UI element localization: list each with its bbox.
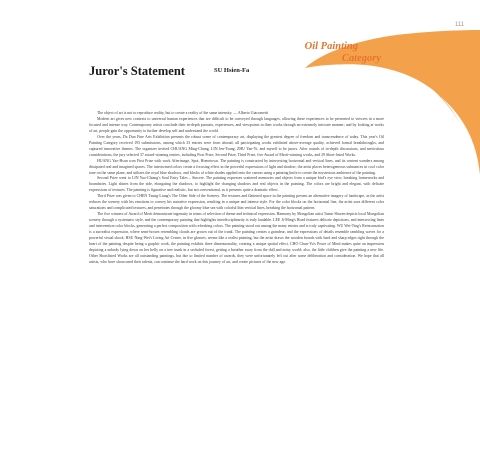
paragraph: The five winners of Award of Merit demonstrate ingenuity in terms of selection of theme and technical expression. Harmony by Mongolian artist Tumir Shuren depicts local Mongolian scenery through a systematic style, and the contemporary painting that highlights interdisciplinarity is truly laudable. LEE Ji-Ming's Road features delicate depictions, and intersecting lines and intervention color blocks, generating a perfect composition with refreshing colors. The painting stood out among the many entries and is truly captivating. WU Wei-Ting's Reincarnation is a surrealist expression, where semi-brown resembling clouds are grown out of the trunk. The painting creates a grandeur, and the expressions of details resemble rambling waves for a powerful visual shock. HSU Ning-Wei's Living Art Center, in five glances, seems like a realist painting, but the artist draws the wooden boards with hard and sharp edges right through the heart of the painting despite being a graphic work, the painting exhibits three dimensionality, creating a unique spatial effect. CHO Chun-Yu's Peace of Mind makes quite an impression depicting a nobody lying down on her belly on a tree trunk in a secluded forest, getting a breather away from the dull and noisy world; also, the little children give the painting a new life. Other Shortlisted Works are all outstanding paintings, but due to limited number of awards, they were unfortunately left out after some deliberation and consideration. We hope that all artists, who have showcased their talents, can continue the hard work on this journey of art, and create pictures of the new age. bbox=[89, 212, 384, 264]
category-title-line2: Category bbox=[341, 53, 381, 64]
paragraph: Over the years, Da Dun Fine Arts Exhibition presents the robust scene of contemporary art, displaying the greatest degree of freedom and transcendence of today. This year's Oil Painting Category received 193 submissions, among which 33 entries were from abroad; all participating works exhibited above-average quality, achieved formal breakthroughs, and captured innovative themes. The organizer invited CHUANG Ming-Chung, LIN Jen-Tsang, ZHU Yan-Yi, and myself to be jurors. After rounds of in-depth discussions, and meticulous considerations, the jury selected 37 award-winning entries, including First Prize, Second Prize, Third Prize, five Award of Merit-winning works, and 29 Short-listed Works. bbox=[89, 134, 384, 157]
page-number: 111 bbox=[454, 22, 464, 28]
paragraph: Third Prize was given to CHEN Tzung-Liang's The Other Side of the Scenery. The textures and flattened space in the painting present an alternative imagery of landscape, as the artist reduces the scenery with his emotions to convey his narrative expression, resulting in a unique and intense style. For the color blocks on the horizontal line, the artist uses different color saturations and complicated textures, and penetrates through the gloomy blue sea with colorful thin vertical lines, breaking the horizontal pattern. bbox=[89, 194, 384, 211]
paragraph: HUANG Yao-Hsun won First Prize with work Afterimage, Spot, Hometown. The painting is constructed by intersecting horizontal and vertical lines, and its content wanders among dissipated real and imagined spaces. The intertwined colors create a focusing effect in the powerful expressions of light and shadow; the artist places heterogeneous substances in cool color tone on the same plane, and utilizes the royal blue shadows, and blocks of white shades applied onto the canvas using a painting knife to create the mysterious ambience of the painting. bbox=[89, 158, 384, 175]
paragraph: Second Prize went to LIN Yao-Chiang's Soul Fairy Tales – Sincere. The painting expresses scattered memories and objects from a unique bird's eye view, breaking frameworks and boundaries. Light shines from the side, elongating the shadows, to highlight the changing shadows and real objects in the painting. The colors are bright and elegant, with delicate expressions of textures. The painting is figurative and realistic, but not conventional, as it presents quite a dramatic effect. bbox=[89, 176, 384, 193]
page-title: Juror's Statement bbox=[89, 64, 185, 78]
category-title bbox=[304, 41, 381, 65]
paragraph: Modern art gives new contexts to universal human experiences that are difficult to be conveyed through languages, allowing these experiences to be presented to viewers in a more focused and intense way. Contemporary artists conclude their in-depth pursuits, experiences, and viewpoints in their works through an extremely intricate manner; and by looking at works of art, people gain the opportunity to further develop self and understand the world. bbox=[89, 116, 384, 133]
paragraph: The object of art is not to reproduce reality, but to create a reality of the same intensity. — Alberto Giacometti bbox=[97, 111, 269, 115]
author-name: SU Hsien-Fa bbox=[214, 67, 250, 74]
body-text bbox=[89, 111, 384, 266]
category-title-line1: Oil Painting bbox=[304, 41, 358, 52]
